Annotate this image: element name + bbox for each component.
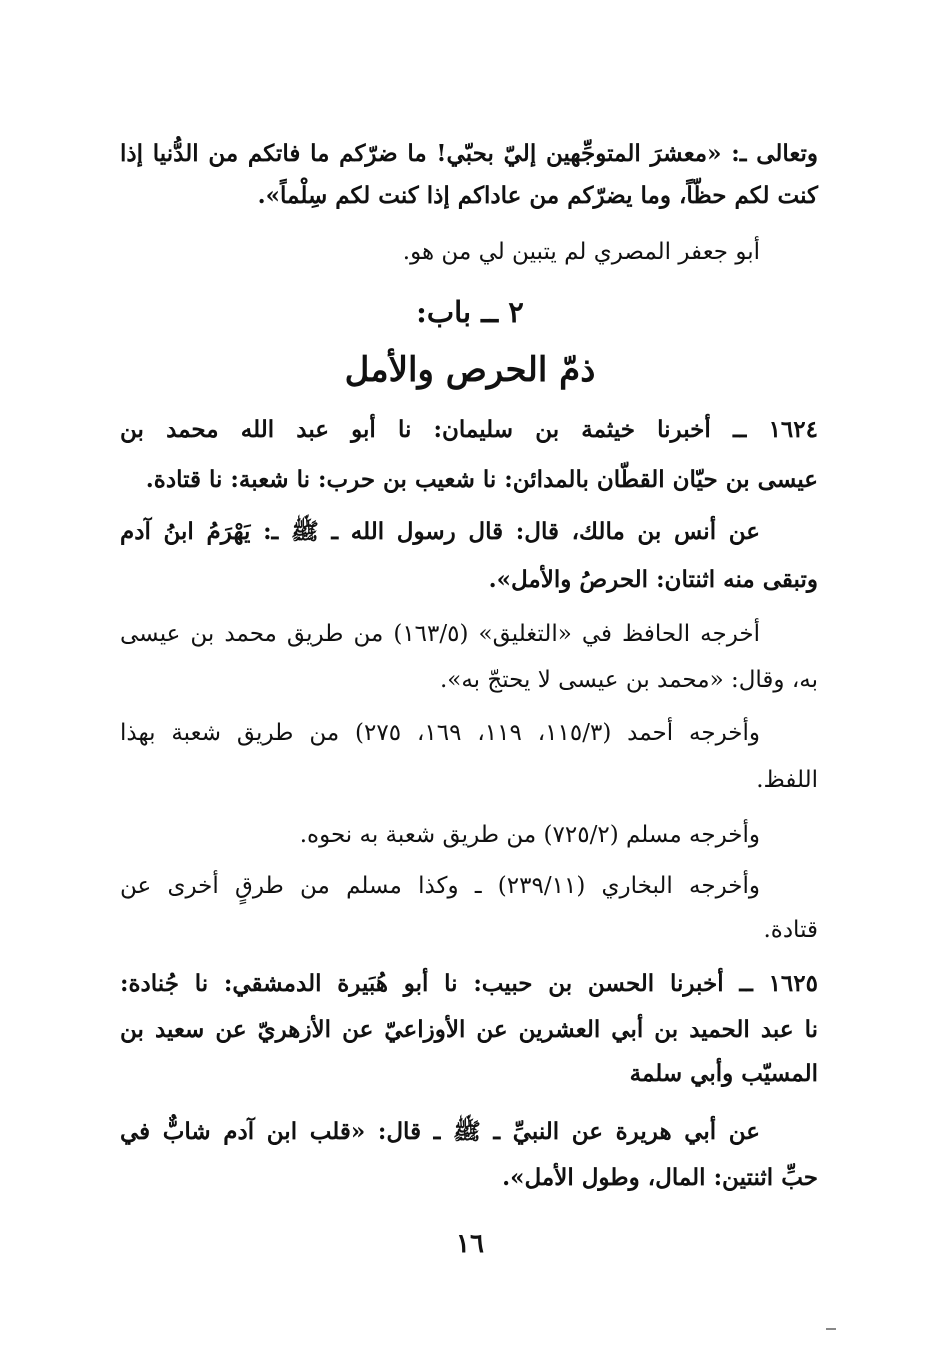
hadith-line: عن أنس بن مالك، قال: قال رسول الله ـ ﷺ ـ: يَهْرَمُ ابنُ آدم <box>120 518 760 545</box>
hadith-line: وتبقى منه اثنتان: الحرصُ والأمل». <box>488 566 818 593</box>
hadith-line: نا عبد الحميد بن أبي العشرين عن الأوزاعيّ عن الأزهريّ عن سعيد بن <box>120 1016 818 1043</box>
hadith-line: عن أبي هريرة عن النبيِّ ـ ﷺ ـ قال: «قلب ابن آدم شابٌّ في <box>120 1118 760 1145</box>
commentary-line: به، وقال: «محمد بن عيسى لا يحتجّ به». <box>439 667 818 693</box>
chapter-title: ذمّ الحرص والأمل <box>344 350 596 390</box>
chapter-heading: ٢ ــ باب: <box>416 295 524 329</box>
text-line: أبو جعفر المصري لم يتبين لي من هو. <box>402 239 760 265</box>
page-number: ١٦ <box>456 1229 484 1259</box>
commentary-line: قتادة. <box>763 917 818 943</box>
hadith-line: ١٦٢٤ ــ أخبرنا خيثمة بن سليمان: نا أبو عبد الله محمد بن <box>120 416 818 443</box>
commentary-line: وأخرجه البخاري (٢٣٩/١١) ـ وكذا مسلم من طرقٍ أخرى عن <box>120 873 760 899</box>
hadith-line: ١٦٢٥ ــ أخبرنا الحسن بن حبيب: نا أبو هُبَيرة الدمشقي: نا جُنادة: <box>120 970 818 997</box>
commentary-line: وأخرجه مسلم (٧٢٥/٢) من طريق شعبة به نحوه. <box>299 822 760 848</box>
hadith-line: حبِّ اثنتين: المال، وطول الأمل». <box>502 1164 818 1191</box>
hadith-line: المسيّب وأبي سلمة <box>629 1060 818 1087</box>
hadith-line: عيسى بن حيّان القطّان بالمدائن: نا شعيب بن حرب: نا شعبة: نا قتادة. <box>145 466 818 493</box>
commentary-line: أخرجه الحافظ في «التغليق» (١٦٣/٥) من طريق محمد بن عيسى <box>120 621 760 647</box>
text-line: كنت لكم حظّاً، وما يضرّكم من عاداكم إذا كنت لكم سِلْماً». <box>257 182 818 209</box>
commentary-line: وأخرجه أحمد (١١٥/٣، ١١٩، ١٦٩، ٢٧٥) من طريق شعبة بهذا <box>120 720 761 746</box>
scan-mark <box>826 1328 836 1330</box>
text-line: وتعالى ـ: «معشرَ المتوجِّهين إليّ بحبّي! ما ضرّكم ما فاتكم من الدُّنيا إذا <box>120 140 818 167</box>
commentary-line: اللفظ. <box>756 767 818 793</box>
